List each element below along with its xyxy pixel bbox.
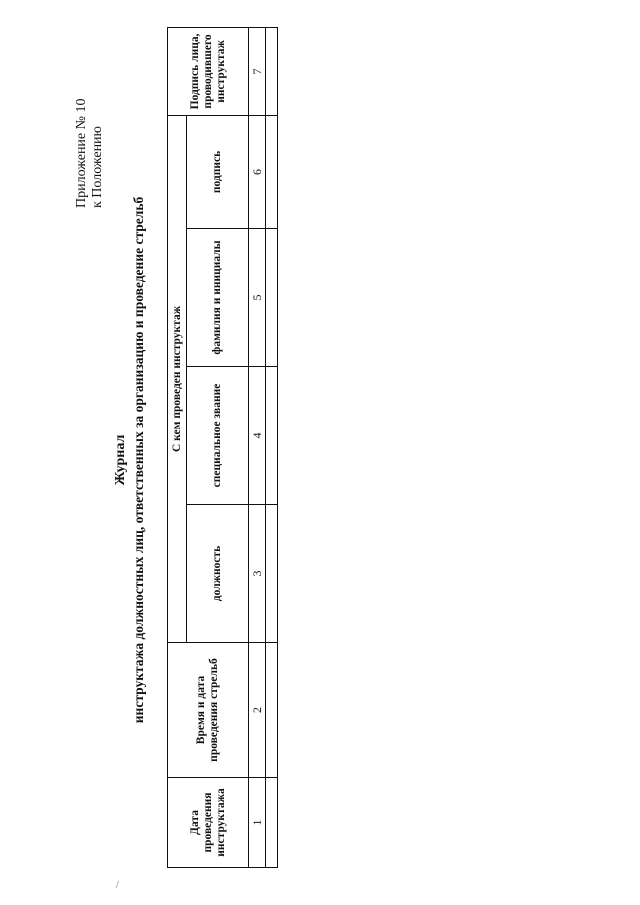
numbering-row xyxy=(249,27,266,867)
header-rank: специальное звание xyxy=(187,367,249,505)
col-number: 6 xyxy=(249,115,266,228)
col-number: 7 xyxy=(249,27,266,115)
table-cell xyxy=(266,778,278,868)
annex-reference: к Положению xyxy=(90,125,105,208)
col-number: 4 xyxy=(249,367,266,505)
journal-subtitle: инструктажа должностных лиц, ответственных за организацию и проведение стрельб xyxy=(131,196,146,724)
annex-number: Приложение № 10 xyxy=(74,98,89,208)
col-number: 1 xyxy=(249,778,266,868)
journal-table xyxy=(167,27,278,868)
header-instructor-signature: Подпись лица, проводившего инструктаж xyxy=(168,27,249,115)
annex-note xyxy=(74,78,114,208)
table-row xyxy=(266,27,278,867)
table-cell xyxy=(266,115,278,228)
table-cell xyxy=(266,505,278,643)
header-name: фамилия и инициалы xyxy=(187,229,249,367)
table-cell xyxy=(266,367,278,505)
journal-table-block xyxy=(167,28,278,868)
table-cell xyxy=(266,27,278,115)
journal-title-block xyxy=(112,150,156,770)
journal-title: Журнал xyxy=(113,434,128,486)
table-cell xyxy=(266,643,278,778)
header-instruction-date: Дата проведения инструктажа xyxy=(168,778,249,868)
col-number: 3 xyxy=(249,505,266,643)
col-number: 2 xyxy=(249,643,266,778)
scan-speck: / xyxy=(116,880,119,891)
header-row-1 xyxy=(168,27,187,867)
header-instructed-group: С кем проведен инструктаж xyxy=(168,115,187,642)
header-position: должность xyxy=(187,505,249,643)
header-shooting-datetime: Время и дата проведения стрельб xyxy=(168,643,249,778)
table-cell xyxy=(266,229,278,367)
header-signature: подпись xyxy=(187,115,249,228)
col-number: 5 xyxy=(249,229,266,367)
